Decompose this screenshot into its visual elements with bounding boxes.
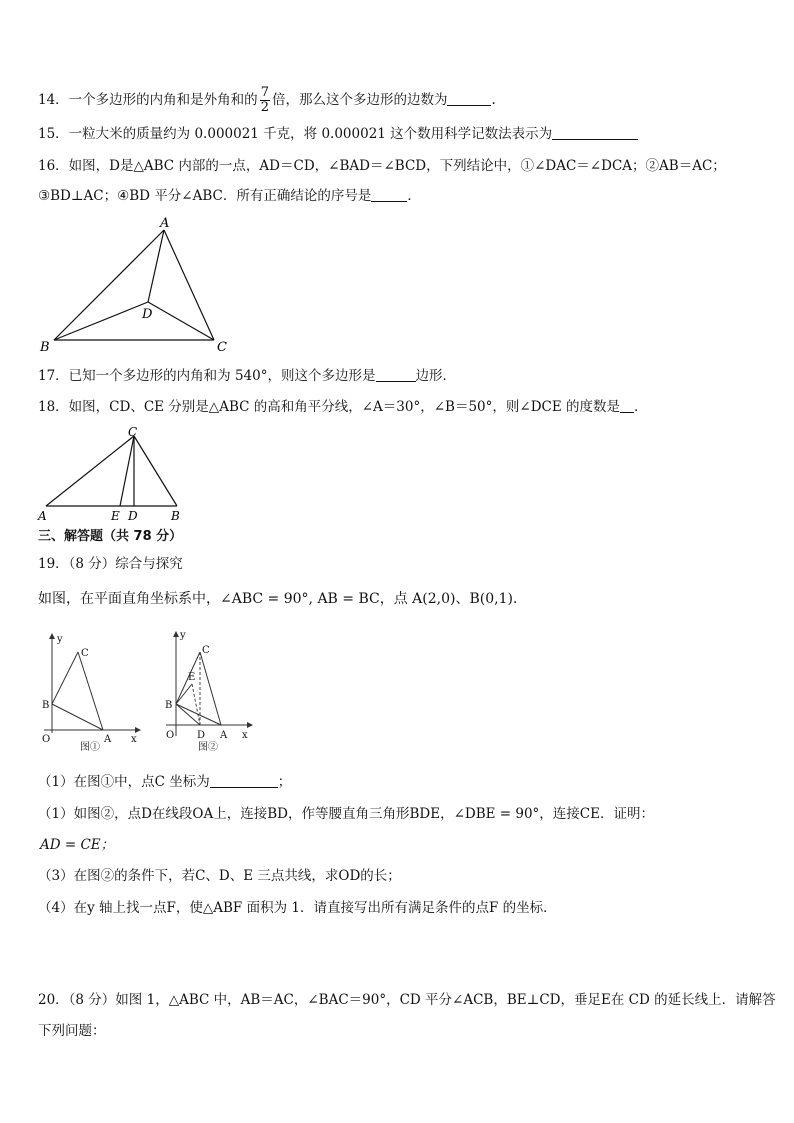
- q16-triangle-figure: [34, 212, 234, 357]
- question-20-line1: 20．（8 分）如图 1，△ABC 中，AB＝AC，∠BAC＝90°，CD 平分∠ACB，BE⊥CD，垂足E在 CD 的延长线上．请解答: [38, 992, 776, 1008]
- svg-text:x: x: [131, 734, 137, 745]
- q14-suffix: 倍，那么这个多边形的边数为: [271, 92, 448, 108]
- section-heading: 三、解答题（共 78 分）: [38, 529, 183, 544]
- svg-text:C: C: [202, 645, 210, 656]
- svg-text:B: B: [42, 700, 50, 711]
- question-19-part4: （4）在y 轴上找一点F，使△ABF 面积为 1．请直接写出所有满足条件的点F 的坐标．: [38, 900, 557, 916]
- svg-text:O: O: [166, 730, 175, 741]
- question-14: 14．一个多边形的内角和是外角和的 $\frac{7}{2}$ 倍，那么这个多边形的边数为 .: [38, 85, 496, 115]
- q18-triangle-figure: [34, 424, 194, 524]
- answer-blank: [210, 773, 278, 788]
- question-15: 15．一粒大米的质量约为 0.000021 千克，将 0.000021 这个数用科学记数法表示为: [38, 125, 638, 143]
- svg-text:A: A: [220, 730, 228, 741]
- question-19-intro: 如图，在平面直角坐标系中，∠ABC = 90°, AB = BC，点 A(2,0)、B(0,1)．: [38, 591, 527, 607]
- label-E: E: [111, 509, 120, 523]
- question-17: 17．已知一个多边形的内角和为 540°，则这个多边形是 边形．: [38, 368, 456, 384]
- svg-text:O: O: [42, 734, 51, 745]
- label-D: D: [142, 307, 153, 322]
- svg-text:x: x: [242, 730, 248, 741]
- answer-blank: [371, 187, 407, 202]
- answer-blank: [620, 398, 634, 413]
- label-C: C: [128, 425, 138, 439]
- svg-text:y: y: [180, 630, 186, 641]
- svg-text:B: B: [165, 700, 173, 711]
- figure-2-caption: 图②: [198, 742, 218, 753]
- question-16-line2: ③BD⊥AC；④BD 平分∠ABC．所有正确结论的序号是 ．: [38, 188, 421, 204]
- svg-text:E: E: [188, 672, 196, 683]
- question-19-part3: （3）在图②的条件下，若C、D、E 三点共线，求OD的长；: [38, 868, 401, 884]
- question-16-line1: 16．如图，D是△ABC 内部的一点，AD＝CD，∠BAD＝∠BCD，下列结论中，①∠DAC＝∠DCA；②AB＝AC；: [38, 158, 726, 174]
- label-A: A: [160, 216, 170, 231]
- label-D: D: [128, 509, 138, 523]
- svg-text:C: C: [81, 648, 89, 659]
- label-A: A: [38, 509, 47, 523]
- svg-text:y: y: [57, 634, 63, 645]
- question-19-part2b: AD = CE；: [40, 837, 115, 853]
- svg-text:A: A: [104, 734, 112, 745]
- q19-figure-1: [38, 628, 148, 754]
- fraction-seven-halves: $\frac{7}{2}$: [260, 85, 269, 115]
- question-19-header: 19．（8 分）综合与探究: [38, 556, 183, 572]
- answer-blank: [376, 367, 416, 382]
- q19-figure-2: [158, 628, 258, 754]
- question-18: 18．如图，CD、CE 分别是△ABC 的高和角平分线，∠A＝30°，∠B＝50°，则∠DCE 的度数是 ．: [38, 399, 648, 415]
- question-20-line2: 下列问题：: [38, 1023, 106, 1039]
- question-19-part1: （1）在图①中，点C 坐标为 ；: [38, 774, 292, 790]
- q14-prefix: 14．一个多边形的内角和是外角和的: [38, 92, 258, 108]
- figure-1-caption: 图①: [80, 742, 100, 753]
- answer-blank: [447, 91, 491, 106]
- label-C: C: [217, 340, 227, 355]
- svg-text:D: D: [197, 730, 206, 741]
- label-B: B: [40, 340, 50, 355]
- answer-blank: [552, 125, 638, 140]
- label-B: B: [171, 509, 180, 523]
- question-19-part2: （1）如图②，点D在线段OA上，连接BD，作等腰直角三角形BDE，∠DBE = 90°，连接CE．证明：: [38, 806, 654, 822]
